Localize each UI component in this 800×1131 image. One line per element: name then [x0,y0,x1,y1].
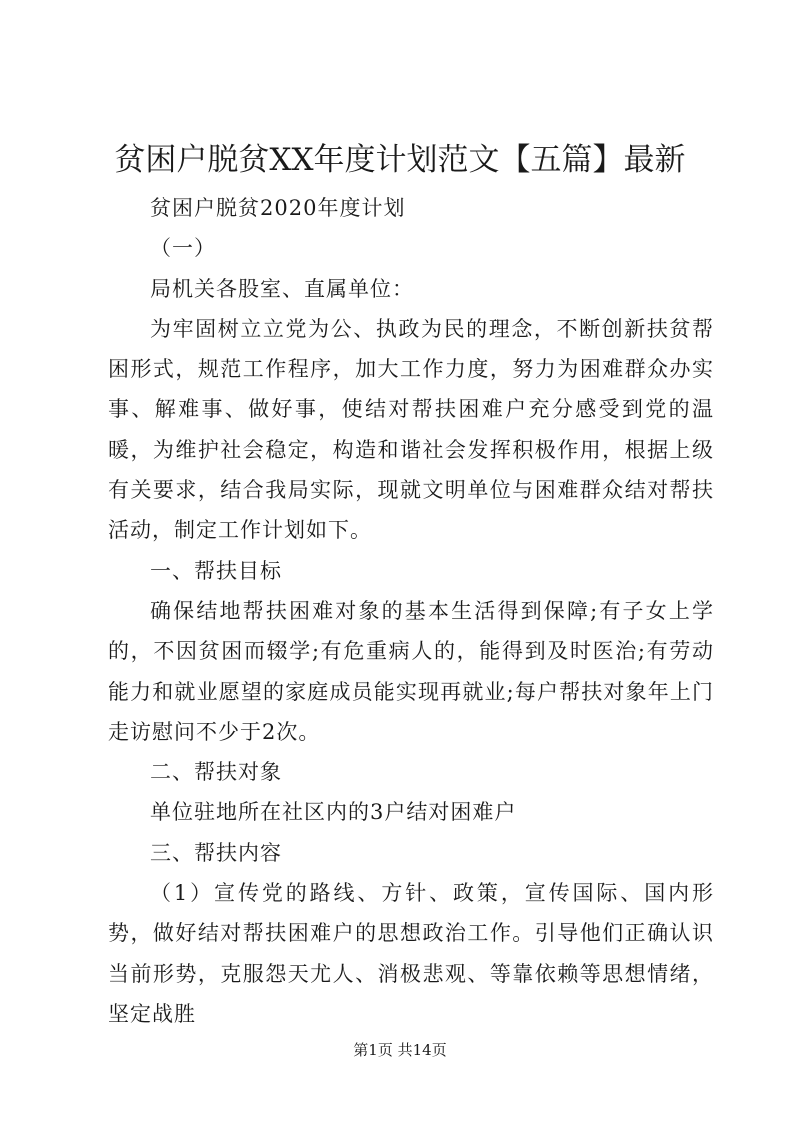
paragraph-salutation: 局机关各股室、直属单位： [150,276,414,301]
document-title: 贫困户脱贫XX年度计划范文【五篇】最新 [114,142,686,178]
paragraph-section-number: （一） [150,236,216,261]
document-body [108,188,714,1034]
paragraph-content-1: （1）宣传党的路线、方针、政策，宣传国际、国内形势，做好结对帮扶困难户的思想政治工作。引导他们正确认识当前形势，克服怨天尤人、消极悲观、等靠依赖等思想情绪，坚定战胜 [108,881,714,1026]
page-footer: 第1页 共14页 [353,1041,447,1059]
paragraph-subtitle: 贫困户脱贫2020年度计划 [150,196,406,220]
heading-targets: 二、帮扶对象 [150,760,282,785]
heading-content: 三、帮扶内容 [150,840,282,865]
paragraph-goals: 确保结地帮扶困难对象的基本生活得到保障;有子女上学的，不因贫困而辍学;有危重病人的，能得到及时医治;有劳动能力和就业愿望的家庭成员能实现再就业;每户帮扶对象年上门走访慰问不少于2次。 [108,598,714,744]
paragraph-targets: 单位驻地所在社区内的3户结对困难户 [150,800,517,825]
heading-goals: 一、帮扶目标 [150,558,282,583]
paragraph-intro: 为牢固树立立党为公、执政为民的理念，不断创新扶贫帮困形式，规范工作程序，加大工作力度，努力为困难群众办实事、解难事、做好事，使结对帮扶困难户充分感受到党的温暖，为维护社会稳定，构造和谐社会发挥积极作用，根据上级有关要求，结合我局实际，现就文明单位与困难群众结对帮扶活动，制定工作计划如下。 [108,316,714,543]
